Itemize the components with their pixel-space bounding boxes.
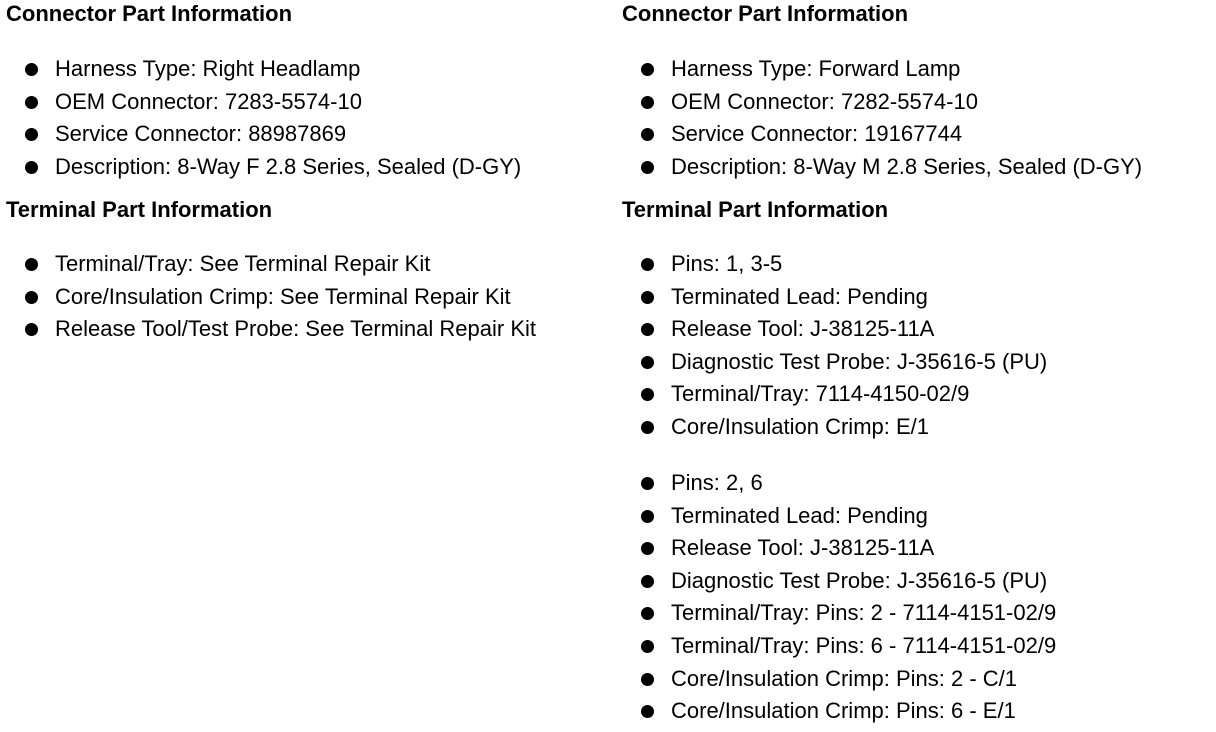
list-item: Harness Type: Right Headlamp: [6, 53, 521, 86]
left-terminal-list: [6, 248, 536, 346]
list-item: Core/Insulation Crimp: Pins: 6 - E/1: [622, 695, 1056, 728]
right-terminal-group1: [622, 248, 1047, 444]
list-item: Description: 8-Way M 2.8 Series, Sealed (D-GY): [622, 151, 1142, 184]
list-item: Core/Insulation Crimp: See Terminal Repair Kit: [6, 281, 536, 314]
list-item: Core/Insulation Crimp: E/1: [622, 411, 1047, 444]
list-item: Release Tool: J-38125-11A: [622, 313, 1047, 346]
right-terminal-heading: Terminal Part Information: [622, 197, 889, 222]
list-item: OEM Connector: 7282-5574-10: [622, 86, 1142, 119]
list-item: Service Connector: 19167744: [622, 118, 1142, 151]
list-item: Terminal/Tray: 7114-4150-02/9: [622, 378, 1047, 411]
list-item: Pins: 1, 3-5: [622, 248, 1047, 281]
list-item: Terminated Lead: Pending: [622, 281, 1047, 314]
right-connector-heading: Connector Part Information: [622, 1, 909, 26]
list-item: Description: 8-Way F 2.8 Series, Sealed (D-GY): [6, 151, 521, 184]
list-item: Release Tool: J-38125-11A: [622, 532, 1056, 565]
list-item: Release Tool/Test Probe: See Terminal Repair Kit: [6, 313, 536, 346]
list-item: Harness Type: Forward Lamp: [622, 53, 1142, 86]
list-item: Pins: 2, 6: [622, 467, 1056, 500]
list-item: Terminated Lead: Pending: [622, 500, 1056, 533]
left-terminal-heading: Terminal Part Information: [6, 197, 273, 222]
list-item: OEM Connector: 7283-5574-10: [6, 86, 521, 119]
right-terminal-group2: [622, 467, 1056, 728]
left-connector-list: [6, 53, 521, 183]
left-connector-heading: Connector Part Information: [6, 1, 293, 26]
list-item: Terminal/Tray: See Terminal Repair Kit: [6, 248, 536, 281]
list-item: Diagnostic Test Probe: J-35616-5 (PU): [622, 346, 1047, 379]
list-item: Terminal/Tray: Pins: 6 - 7114-4151-02/9: [622, 630, 1056, 663]
right-connector-list: [622, 53, 1142, 183]
list-item: Terminal/Tray: Pins: 2 - 7114-4151-02/9: [622, 597, 1056, 630]
list-item: Core/Insulation Crimp: Pins: 2 - C/1: [622, 663, 1056, 696]
list-item: Service Connector: 88987869: [6, 118, 521, 151]
list-item: Diagnostic Test Probe: J-35616-5 (PU): [622, 565, 1056, 598]
